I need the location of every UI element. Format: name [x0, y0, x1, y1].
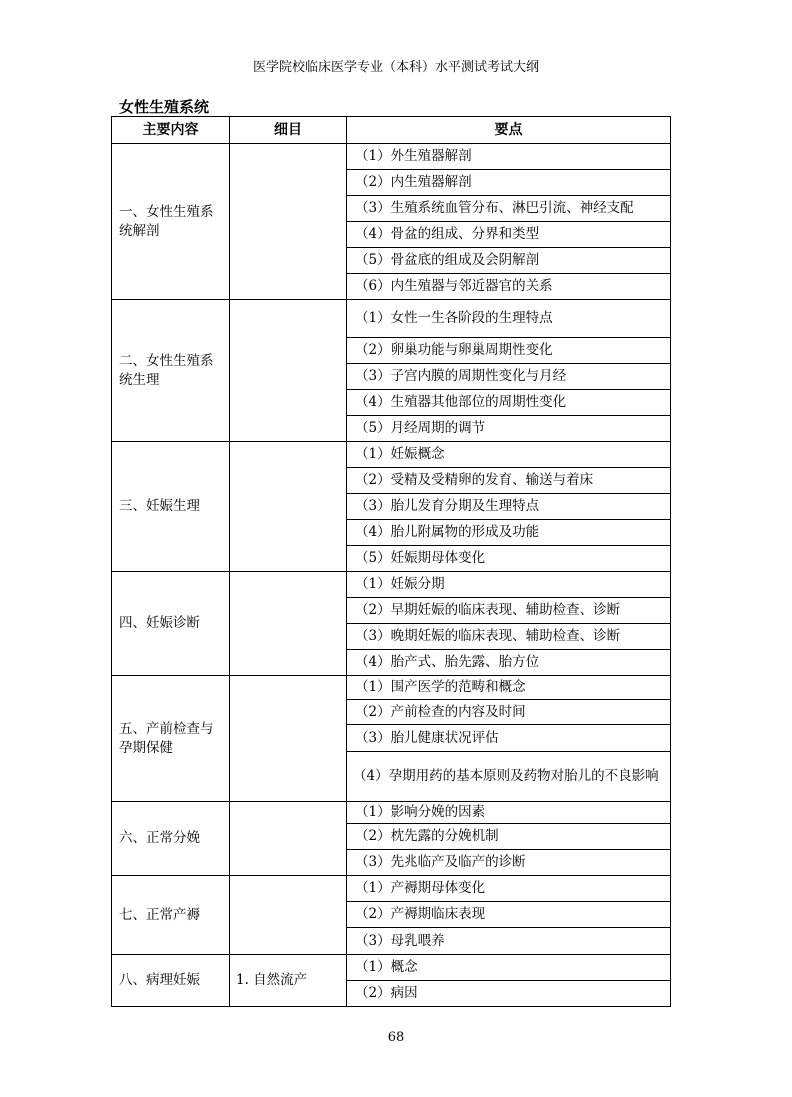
key-point-cell: （1）概念	[347, 955, 671, 981]
key-point-cell: （1）外生殖器解剖	[347, 144, 671, 170]
key-point-cell: （4）胎儿附属物的形成及功能	[347, 520, 671, 546]
key-point-cell: （3）晚期妊娠的临床表现、辅助检查、诊断	[347, 624, 671, 650]
key-point-cell: （2）卵巢功能与卵巢周期性变化	[347, 338, 671, 364]
key-point-cell: （2）产前检查的内容及时间	[347, 700, 671, 725]
key-point-cell: （1）影响分娩的因素	[347, 802, 671, 824]
key-point-cell: （2）受精及受精卵的发育、输送与着床	[347, 468, 671, 494]
detail-cell	[230, 802, 347, 876]
table-body	[112, 144, 671, 1007]
key-point-cell: （4）生殖器其他部位的周期性变化	[347, 390, 671, 416]
key-point-cell: （1）妊娠概念	[347, 442, 671, 468]
key-point-cell: （6）内生殖器与邻近器官的关系	[347, 274, 671, 300]
key-point-cell: （3）胎儿健康状况评估	[347, 725, 671, 752]
section-title: 女性生殖系统	[119, 98, 210, 116]
detail-cell	[230, 442, 347, 572]
detail-cell: 1. 自然流产	[230, 955, 347, 1007]
header-detail: 细目	[230, 117, 347, 144]
header-main-content: 主要内容	[112, 117, 230, 144]
key-point-cell: （2）内生殖器解剖	[347, 170, 671, 196]
key-point-cell: （3）生殖系统血管分布、淋巴引流、神经支配	[347, 196, 671, 222]
key-point-cell: （1）妊娠分期	[347, 572, 671, 598]
category-cell: 七、正常产褥	[112, 876, 230, 955]
detail-cell	[230, 876, 347, 955]
key-point-cell: （4）胎产式、胎先露、胎方位	[347, 650, 671, 676]
syllabus-table	[111, 116, 671, 1007]
table-row	[112, 802, 671, 824]
key-point-cell: （2）枕先露的分娩机制	[347, 824, 671, 850]
table-row	[112, 442, 671, 468]
key-point-cell: （4）骨盆的组成、分界和类型	[347, 222, 671, 248]
key-point-cell: （2）产褥期临床表现	[347, 902, 671, 928]
key-point-cell: （5）月经周期的调节	[347, 416, 671, 442]
category-cell: 一、女性生殖系统解剖	[112, 144, 230, 300]
table-row	[112, 572, 671, 598]
page-header: 医学院校临床医学专业（本科）水平测试考试大纲	[252, 60, 539, 75]
table-row	[112, 300, 671, 338]
table-row	[112, 955, 671, 981]
table-header-row	[112, 117, 671, 144]
table-row	[112, 876, 671, 902]
detail-cell	[230, 676, 347, 802]
key-point-cell: （2）早期妊娠的临床表现、辅助检查、诊断	[347, 598, 671, 624]
key-point-cell: （3）先兆临产及临产的诊断	[347, 850, 671, 876]
category-cell: 八、病理妊娠	[112, 955, 230, 1007]
table-row	[112, 144, 671, 170]
key-point-cell: （3）胎儿发育分期及生理特点	[347, 494, 671, 520]
category-cell: 五、产前检查与孕期保健	[112, 676, 230, 802]
detail-cell	[230, 572, 347, 676]
key-point-cell: （1）女性一生各阶段的生理特点	[347, 300, 671, 338]
key-point-cell: （5）骨盆底的组成及会阴解剖	[347, 248, 671, 274]
key-point-cell: （4）孕期用药的基本原则及药物对胎儿的不良影响	[347, 752, 671, 802]
category-cell: 四、妊娠诊断	[112, 572, 230, 676]
key-point-cell: （3）子宫内膜的周期性变化与月经	[347, 364, 671, 390]
key-point-cell: （5）妊娠期母体变化	[347, 546, 671, 572]
page-number: 68	[387, 1030, 405, 1045]
key-point-cell: （1）产褥期母体变化	[347, 876, 671, 902]
category-cell: 二、女性生殖系统生理	[112, 300, 230, 442]
category-cell: 三、妊娠生理	[112, 442, 230, 572]
key-point-cell: （3）母乳喂养	[347, 928, 671, 955]
category-cell: 六、正常分娩	[112, 802, 230, 876]
detail-cell	[230, 144, 347, 300]
table-row	[112, 676, 671, 700]
detail-cell	[230, 300, 347, 442]
header-key-points: 要点	[347, 117, 671, 144]
key-point-cell: （2）病因	[347, 981, 671, 1007]
key-point-cell: （1）围产医学的范畴和概念	[347, 676, 671, 700]
